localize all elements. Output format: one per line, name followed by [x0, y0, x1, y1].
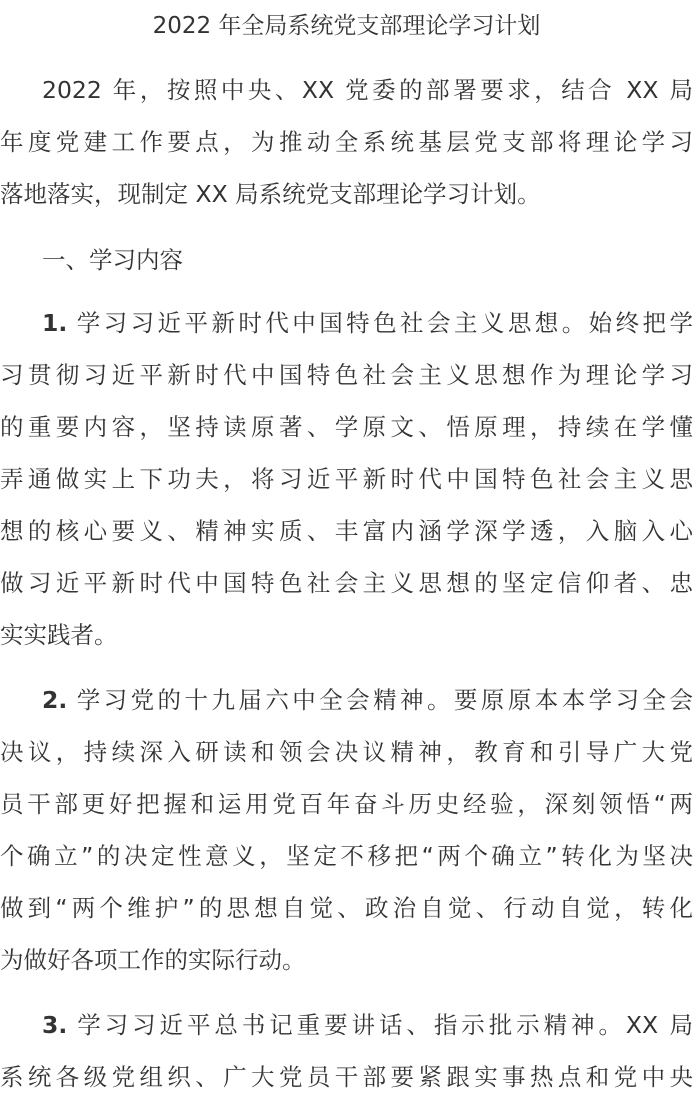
- paragraph-line: 习贯彻习近平新时代中国特色社会主义思想作为理论学习: [0, 361, 693, 389]
- item-number: 2.: [42, 686, 68, 714]
- item-3-paragraph: [0, 999, 693, 1103]
- paragraph-line: [0, 999, 693, 1051]
- intro-paragraph: [0, 64, 693, 220]
- section-heading: [0, 234, 693, 286]
- item-text: 学习习近平总书记重要讲话、指示批示精神。XX 局: [73, 1011, 693, 1039]
- paragraph-line: [0, 674, 693, 726]
- item-text: 学习党的十九届六中全会精神。要原原本本学习全会: [73, 686, 693, 714]
- paragraph-line: 决议，持续深入研读和领会决议精神，教育和引导广大党: [0, 738, 693, 766]
- document-title: 2022 年全局系统党支部理论学习计划: [152, 13, 541, 39]
- paragraph-line: 落地落实，现制定 XX 局系统党支部理论学习计划。: [0, 180, 541, 208]
- item-number: 1.: [42, 309, 68, 337]
- item-text: 学习习近平新时代中国特色社会主义思想。始终把学: [73, 309, 693, 337]
- paragraph-line: 做到“两个维护”的思想自觉、政治自觉、行动自觉，转化: [0, 894, 693, 922]
- item-number: 3.: [42, 1011, 68, 1039]
- paragraph-line: [0, 297, 693, 349]
- paragraph-line: 弄通做实上下功夫，将习近平新时代中国特色社会主义思: [0, 465, 693, 493]
- section-heading-text: 一、学习内容: [42, 246, 183, 274]
- paragraph-line: 做习近平新时代中国特色社会主义思想的坚定信仰者、忠: [0, 569, 693, 597]
- paragraph-line: 员干部更好把握和运用党百年奋斗历史经验，深刻领悟“两: [0, 790, 693, 818]
- paragraph-line: 想的核心要义、精神实质、丰富内涵学深学透，入脑入心: [0, 517, 693, 545]
- paragraph-line: 实实践者。: [0, 621, 118, 649]
- item-1-paragraph: [0, 297, 693, 661]
- paragraph-line: 的重要内容，坚持读原著、学原文、悟原理，持续在学懂: [0, 413, 693, 441]
- paragraph-line: 为做好各项工作的实际行动。: [0, 946, 306, 974]
- paragraph-line: 系统各级党组织、广大党员干部要紧跟实事热点和党中央: [0, 1063, 693, 1091]
- paragraph-line: 年度党建工作要点，为推动全系统基层党支部将理论学习: [0, 128, 693, 156]
- paragraph-line: 2022 年，按照中央、XX 党委的部署要求，结合 XX 局: [42, 76, 693, 104]
- paragraph-line: 个确立”的决定性意义，坚定不移把“两个确立”转化为坚决: [0, 842, 693, 870]
- item-2-paragraph: [0, 674, 693, 986]
